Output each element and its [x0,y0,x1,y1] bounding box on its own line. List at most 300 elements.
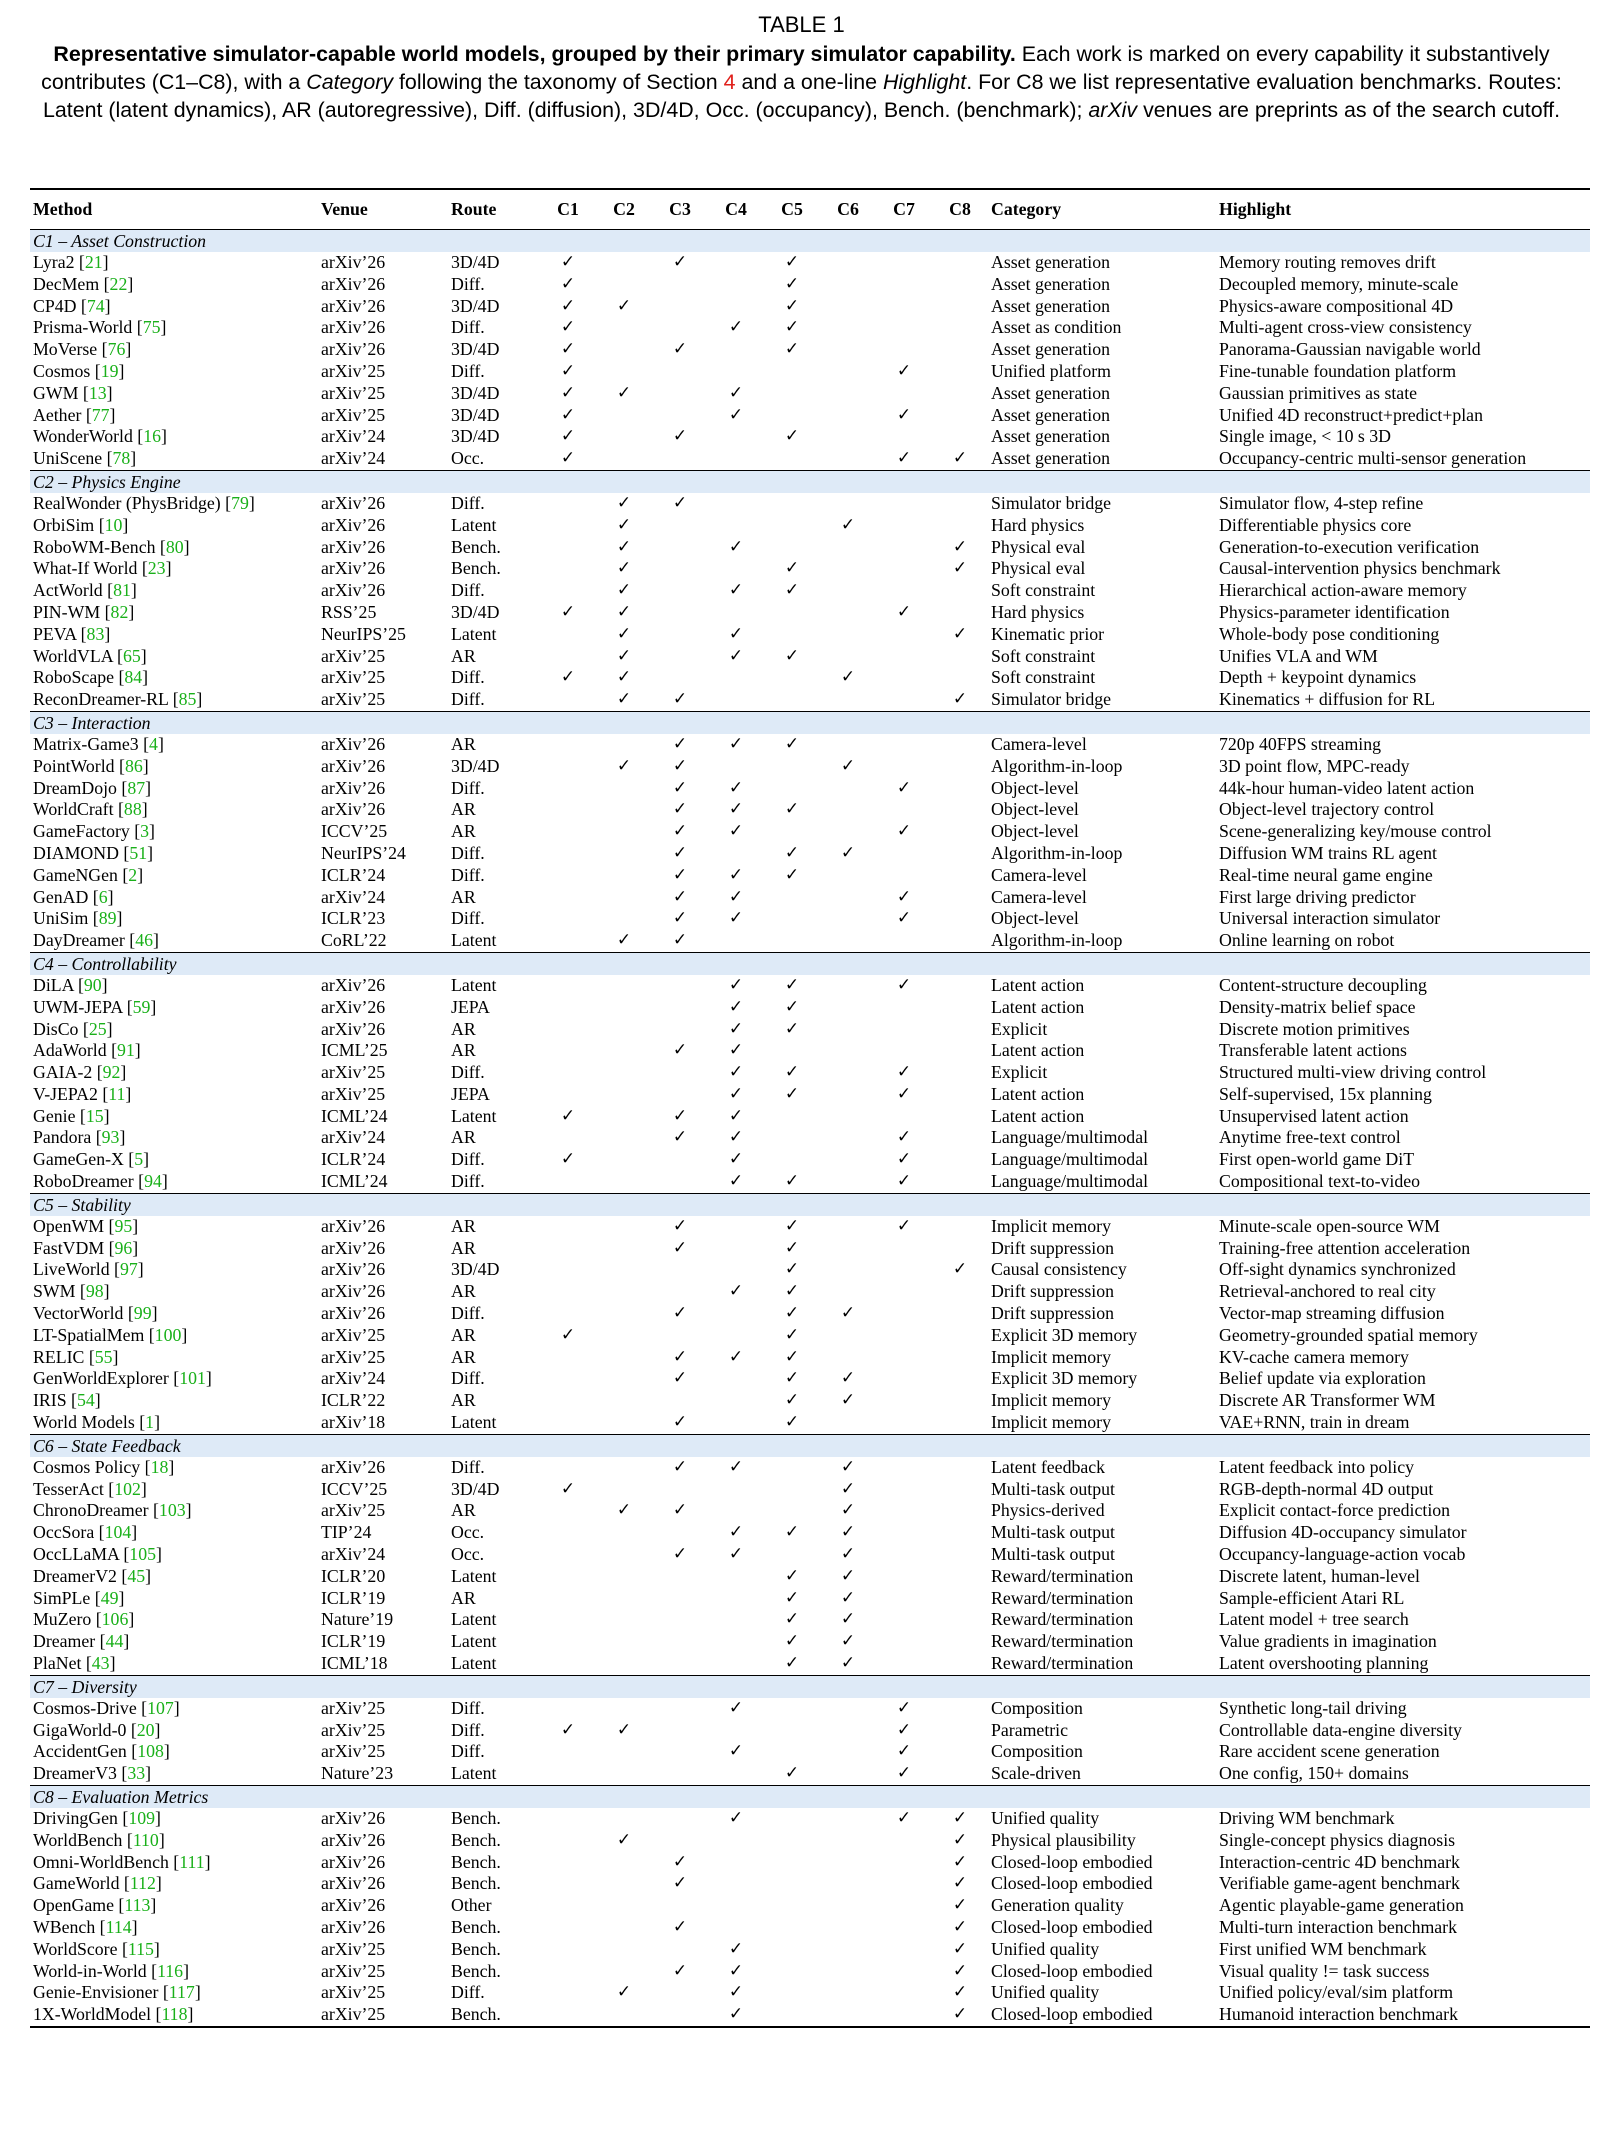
method-cell: ActWorld [81] [33,580,137,601]
c6-cell [820,908,876,930]
c2-cell [596,778,652,800]
route-cell: Other [451,1895,492,1916]
c1-cell [540,624,596,646]
category-cell: Unified quality [991,1982,1100,2003]
c4-cell [708,1259,764,1281]
venue-cell: arXiv’24 [321,448,386,469]
highlight-cell: Latent feedback into policy [1219,1456,1415,1477]
c7-cell [876,1390,932,1412]
c5-cell [764,1412,820,1434]
c2-cell [596,405,652,427]
check-mark-icon: ✓ [672,1544,688,1565]
c6-cell [820,1216,876,1238]
route-cell: Occ. [451,448,485,469]
c2-cell [596,734,652,756]
citation-link[interactable]: 105 [129,1544,156,1565]
c3-cell [652,1830,708,1852]
check-mark-icon: ✓ [784,1171,800,1192]
highlight-cell: Structured multi-view driving control [1219,1062,1487,1083]
method-name: VectorWorld [33,1303,124,1324]
caption-text-1: Each work is marked on every capability it substantively contributes (C1–C8), with a [41,42,1550,95]
c2-cell [596,1019,652,1041]
c8-cell [932,1281,988,1303]
citation-link[interactable]: 116 [157,1960,184,1981]
highlight-cell: Sample-efficient Atari RL [1219,1587,1405,1608]
check-mark-icon: ✓ [672,1215,688,1236]
citation-link[interactable]: 108 [137,1741,164,1762]
method-name: PointWorld [33,755,115,776]
method-name: World-in-World [33,1960,147,1981]
citation-link[interactable]: 100 [154,1324,182,1345]
c4-cell [708,1698,764,1720]
c1-cell [540,843,596,865]
c3-cell [652,1917,708,1939]
category-cell: Scale-driven [991,1763,1081,1784]
c6-cell [820,2004,876,2027]
citation-link[interactable]: 107 [147,1697,174,1718]
c3-cell [652,1106,708,1128]
table-row [30,1127,1590,1149]
check-mark-icon: ✓ [728,799,744,820]
c8-cell [932,1259,988,1281]
highlight-cell: Off-sight dynamics synchronized [1219,1259,1456,1280]
method-name: FastVDM [33,1237,105,1258]
c8-cell [932,1808,988,1830]
check-mark-icon: ✓ [560,382,576,403]
citation-link[interactable]: 101 [179,1368,206,1389]
method-name: Genie-Envisioner [33,1982,159,2003]
venue-cell: arXiv’26 [321,252,386,272]
citation-link[interactable]: 79 [231,492,249,513]
highlight-cell: Fine-tunable foundation platform [1219,360,1457,381]
c4-cell [708,1347,764,1369]
c1-cell [540,1171,596,1193]
citation-link[interactable]: 80 [165,536,184,557]
caption-text-4: . For C8 we list representative evaluation benchmarks. Routes: Latent (latent dynamics), AR (autoregressive), Diff. (diffusion), 3D/4D, Occ. (occupancy), Bench. (benchmark); [42,70,1562,123]
c7-cell [876,1895,932,1917]
route-cell: Diff. [451,1456,485,1477]
c5-cell [764,1479,820,1501]
citation-link[interactable]: 3 [140,821,150,842]
venue-cell: ICLR’20 [321,1565,386,1586]
citation-link[interactable]: 5 [134,1149,144,1170]
c2-cell [596,1281,652,1303]
citation-link[interactable]: 90 [83,974,102,995]
section-title: C3 – Interaction [30,711,1590,734]
c2-cell [596,1149,652,1171]
c7-cell [876,1917,932,1939]
method-cell: WonderWorld [16] [33,426,167,447]
highlight-cell: Agentic playable-game generation [1219,1895,1464,1916]
c7-cell [876,537,932,559]
method-cell: IRIS [54] [33,1390,101,1411]
check-mark-icon: ✓ [616,536,632,557]
method-name: PIN-WM [33,601,101,622]
citation-link[interactable]: 33 [127,1763,146,1784]
citation-link[interactable]: 92 [102,1062,121,1083]
c1-cell [540,537,596,559]
citation-link[interactable]: 20 [136,1719,155,1740]
c6-cell [820,1522,876,1544]
citation-link[interactable]: 88 [123,799,142,820]
venue-cell: arXiv’26 [321,536,386,557]
c8-cell [932,624,988,646]
c1-cell [540,317,596,339]
category-cell: Latent feedback [991,1456,1106,1477]
c5-cell [764,1763,820,1785]
c8-cell [932,667,988,689]
check-mark-icon: ✓ [784,1412,800,1433]
check-mark-icon: ✓ [728,864,744,885]
c6-cell [820,1873,876,1895]
citation-link[interactable]: 93 [101,1127,120,1148]
citation-link[interactable]: 49 [100,1587,119,1608]
check-mark-icon: ✓ [728,1544,744,1565]
citation-link[interactable]: 104 [104,1522,132,1543]
check-mark-icon: ✓ [728,580,744,601]
check-mark-icon: ✓ [672,1127,688,1148]
c3-cell [652,1412,708,1434]
citation-link[interactable]: 117 [168,1982,195,2003]
category-cell: Asset generation [991,273,1110,294]
check-mark-icon: ✓ [896,404,912,425]
method-name: Omni-WorldBench [33,1851,169,1872]
c1-cell [540,1566,596,1588]
citation-link[interactable]: 94 [144,1171,162,1192]
highlight-cell: Value gradients in imagination [1219,1631,1437,1652]
c6-cell [820,1457,876,1479]
citation-link[interactable]: 77 [91,404,110,425]
citation-link[interactable]: 10 [104,514,123,535]
route-cell: Diff. [451,842,485,863]
venue-cell: arXiv’26 [321,1829,386,1850]
c7-cell [876,778,932,800]
citation-link[interactable]: 54 [76,1390,95,1411]
route-cell: Latent [451,514,497,535]
citation-link[interactable]: 2 [128,864,138,885]
check-mark-icon: ✓ [952,1829,968,1850]
highlight-cell: RGB-depth-normal 4D output [1219,1478,1434,1499]
citation-link[interactable]: 118 [161,2004,188,2025]
method-name: CP4D [33,295,77,316]
method-name: PEVA [33,623,77,644]
citation-link[interactable]: 16 [143,426,162,447]
check-mark-icon: ✓ [840,1653,856,1674]
citation-link[interactable]: 91 [117,1040,135,1061]
citation-link[interactable]: 112 [129,1873,156,1894]
citation-link[interactable]: 25 [88,1018,107,1039]
c4-cell [708,734,764,756]
route-cell: Bench. [451,1938,501,1959]
citation-link[interactable]: 43 [91,1653,110,1674]
c8-cell [932,602,988,624]
citation-link[interactable]: 113 [124,1895,151,1916]
c5-cell [764,646,820,668]
category-cell: Implicit memory [991,1346,1111,1367]
venue-cell: arXiv’25 [321,1062,386,1083]
c3-cell [652,383,708,405]
c6-cell [820,1259,876,1281]
venue-cell: RSS’25 [321,601,377,622]
citation-link[interactable]: 15 [85,1105,104,1126]
citation-link[interactable]: 22 [109,273,128,294]
c1-cell [540,1917,596,1939]
table-row [30,515,1590,537]
table-row [30,1720,1590,1742]
highlight-cell: Gaussian primitives as state [1219,382,1418,403]
citation-link[interactable]: 103 [158,1500,186,1521]
check-mark-icon: ✓ [840,1609,856,1630]
category-cell: Reward/termination [991,1609,1134,1630]
c1-cell [540,646,596,668]
c1-cell [540,1653,596,1675]
c3-cell [652,558,708,580]
route-cell: Latent [451,1412,497,1433]
c7-cell [876,1653,932,1675]
c3-cell [652,426,708,448]
category-cell: Physics-derived [991,1500,1105,1521]
c6-cell [820,339,876,361]
citation-link[interactable]: 74 [86,295,105,316]
highlight-cell: Controllable data-engine diversity [1219,1719,1462,1740]
highlight-cell: Single-concept physics diagnosis [1219,1829,1456,1850]
c8-cell [932,558,988,580]
check-mark-icon: ✓ [616,601,632,622]
c1-cell [540,339,596,361]
citation-link[interactable]: 13 [88,382,107,403]
c4-cell [708,1281,764,1303]
route-cell: Diff. [451,777,485,798]
citation-link[interactable]: 11 [108,1083,126,1104]
citation-link[interactable]: 46 [135,930,153,951]
table-row [30,1390,1590,1412]
check-mark-icon: ✓ [896,1171,912,1192]
c4-cell [708,558,764,580]
citation-link[interactable]: 114 [105,1916,132,1937]
highlight-cell: Physics-parameter identification [1219,601,1450,622]
citation-link[interactable]: 21 [84,252,103,272]
method-name: Cosmos-Drive [33,1697,137,1718]
route-cell: AR [451,1587,476,1608]
citation-link[interactable]: 85 [178,689,197,710]
highlight-cell: Hierarchical action-aware memory [1219,580,1467,601]
c5-cell [764,667,820,689]
c8-cell [932,1917,988,1939]
venue-cell: ICCV’25 [321,1478,388,1499]
citation-link[interactable]: 106 [101,1609,129,1630]
check-mark-icon: ✓ [840,1587,856,1608]
route-cell: 3D/4D [451,601,500,622]
c5-cell [764,1171,820,1193]
route-cell: Bench. [451,2004,501,2025]
citation-link[interactable]: 98 [85,1281,104,1302]
citation-link[interactable]: 97 [119,1259,138,1280]
c3-cell [652,1040,708,1062]
c1-cell [540,405,596,427]
citation-link[interactable]: 75 [142,317,161,338]
category-cell: Simulator bridge [991,492,1112,513]
category-cell: Parametric [991,1719,1069,1740]
check-mark-icon: ✓ [784,1062,800,1083]
citation-link[interactable]: 6 [98,886,108,907]
table-row [30,1149,1590,1171]
citation-link[interactable]: 87 [127,777,146,798]
c2-cell [596,1720,652,1742]
citation-link[interactable]: 95 [114,1215,133,1236]
c3-cell [652,1500,708,1522]
c2-cell [596,1808,652,1830]
c1-cell [540,2004,596,2027]
method-cell: DreamerV3 [33] [33,1763,152,1784]
c1-cell [540,1062,596,1084]
check-mark-icon: ✓ [896,1808,912,1828]
venue-cell: arXiv’24 [321,1127,386,1148]
citation-link[interactable]: 115 [127,1938,154,1959]
c5-cell [764,1982,820,2004]
citation-link[interactable]: 23 [147,558,166,579]
highlight-cell: Latent overshooting planning [1219,1653,1429,1674]
c5-cell [764,1084,820,1106]
check-mark-icon: ✓ [896,1763,912,1784]
route-cell: AR [451,645,476,666]
venue-cell: arXiv’25 [321,2004,386,2025]
route-cell: Diff. [451,1062,485,1083]
method-name: DisCo [33,1018,79,1039]
method-cell: RoboWM-Bench [80] [33,536,190,557]
citation-link[interactable]: 19 [100,360,119,381]
citation-link[interactable]: 86 [124,755,143,776]
highlight-cell: Discrete latent, human-level [1219,1565,1420,1586]
check-mark-icon: ✓ [672,1456,688,1477]
c1-cell [540,580,596,602]
c8-cell [932,1588,988,1610]
check-mark-icon: ✓ [616,1500,632,1521]
method-name: UniSim [33,908,89,929]
c8-cell [932,843,988,865]
check-mark-icon: ✓ [672,1040,688,1061]
section-header-row [30,1675,1590,1698]
citation-link[interactable]: 83 [86,623,105,644]
check-mark-icon: ✓ [728,317,744,338]
venue-cell: arXiv’26 [321,1215,386,1236]
c6-cell [820,580,876,602]
caption-category-word: Category [306,70,394,95]
route-cell: 3D/4D [451,295,500,316]
check-mark-icon: ✓ [952,1916,968,1937]
highlight-cell: Content-structure decoupling [1219,974,1427,995]
citation-link[interactable]: 78 [112,448,131,469]
venue-cell: arXiv’25 [321,1324,386,1345]
citation-link[interactable]: 45 [127,1565,146,1586]
citation-link[interactable]: 84 [124,667,143,688]
method-name: Dreamer [33,1631,96,1652]
citation-link[interactable]: 96 [114,1237,133,1258]
method-cell: DrivingGen [109] [33,1808,161,1828]
c8-cell [932,1698,988,1720]
citation-link[interactable]: 65 [122,645,141,666]
check-mark-icon: ✓ [784,317,800,338]
route-cell: Occ. [451,1522,485,1543]
c6-cell [820,405,876,427]
venue-cell: arXiv’25 [321,689,386,710]
route-cell: Latent [451,1609,497,1630]
method-cell: DecMem [22] [33,273,134,294]
citation-link[interactable]: 59 [132,996,151,1017]
method-name: GenAD [33,886,89,907]
check-mark-icon: ✓ [896,908,912,929]
c1-cell [540,296,596,318]
venue-cell: arXiv’26 [321,777,386,798]
highlight-cell: Single image, < 10 s 3D [1219,426,1392,447]
check-mark-icon: ✓ [784,1303,800,1324]
highlight-cell: Geometry-grounded spatial memory [1219,1324,1478,1345]
highlight-cell: Vector-map streaming diffusion [1219,1303,1445,1324]
citation-link[interactable]: 51 [129,842,148,863]
method-cell: FastVDM [96] [33,1237,139,1258]
category-cell: Latent action [991,1040,1085,1061]
c7-cell [876,296,932,318]
citation-link[interactable]: 1 [145,1412,155,1433]
citation-link[interactable]: 109 [128,1808,155,1828]
method-cell: GigaWorld-0 [20] [33,1719,161,1740]
check-mark-icon: ✓ [616,1829,632,1850]
c1-cell [540,1522,596,1544]
c7-cell [876,1127,932,1149]
citation-link[interactable]: 99 [133,1303,152,1324]
category-cell: Camera-level [991,733,1087,754]
table-row [30,1939,1590,1961]
citation-link[interactable]: 4 [149,733,158,754]
category-cell: Reward/termination [991,1587,1134,1608]
c5-cell [764,1019,820,1041]
caption-section-link[interactable]: 4 [723,70,736,95]
c6-cell [820,1566,876,1588]
citation-link[interactable]: 81 [113,580,131,601]
c1-cell [540,1609,596,1631]
citation-link[interactable]: 110 [132,1829,159,1850]
c1-cell [540,1019,596,1041]
c2-cell [596,339,652,361]
c6-cell [820,1720,876,1742]
method-name: SWM [33,1281,76,1302]
citation-link[interactable]: 82 [110,601,129,622]
c2-cell [596,1522,652,1544]
citation-link[interactable]: 55 [94,1346,113,1367]
method-cell: VectorWorld [99] [33,1303,158,1324]
route-cell: 3D/4D [451,339,500,360]
venue-cell: arXiv’25 [321,645,386,666]
category-cell: Object-level [991,777,1079,798]
venue-cell: arXiv’25 [321,1982,386,2003]
c4-cell [708,930,764,952]
citation-link[interactable]: 102 [114,1478,141,1499]
c2-cell [596,448,652,470]
table-row [30,493,1590,515]
c3-cell [652,1631,708,1653]
table-row [30,997,1590,1019]
citation-link[interactable]: 111 [179,1851,205,1872]
c4-cell [708,887,764,909]
citation-link[interactable]: 18 [150,1456,169,1477]
highlight-cell: Panorama-Gaussian navigable world [1219,339,1481,360]
citation-link[interactable]: 44 [105,1631,124,1652]
check-mark-icon: ✓ [952,1982,968,2003]
check-mark-icon: ✓ [616,930,632,951]
table-row [30,405,1590,427]
citation-link[interactable]: 76 [107,339,126,360]
citation-link[interactable]: 89 [98,908,117,929]
c2-cell [596,1479,652,1501]
